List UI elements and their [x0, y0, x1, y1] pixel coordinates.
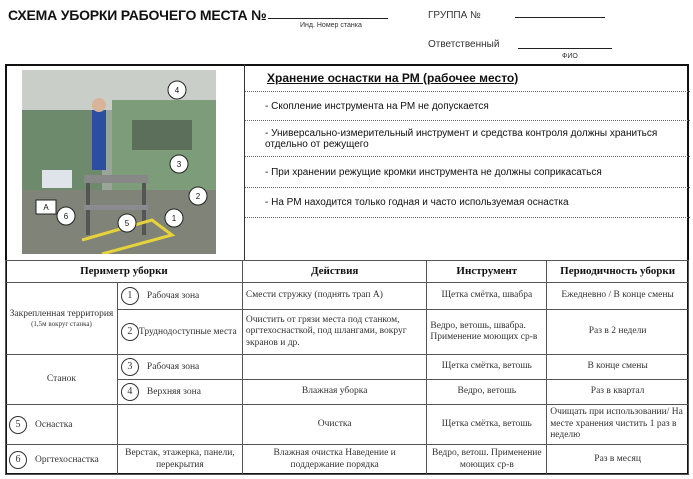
action-cell: Очистить от грязи места под станком, оргтехоснасткой, под шлангами, вокруг экранов и др.	[242, 310, 427, 355]
group-line	[515, 17, 605, 18]
machine-number-caption: Инд. Номер станка	[300, 22, 362, 29]
territory-note: (1,5м вокруг станка)	[31, 320, 92, 328]
action-cell	[242, 355, 427, 380]
action-cell: Очистка	[242, 405, 427, 445]
header-period: Периодичность уборки	[547, 261, 689, 283]
zone-label: Рабочая зона	[146, 362, 200, 373]
workplace-photo	[22, 70, 216, 254]
header-tool: Инструмент	[427, 261, 547, 283]
callout-2: 2	[195, 192, 201, 201]
machine-number-line	[268, 18, 388, 19]
storage-rule: - При хранении режущие кромки инструмента не должны соприкасаться	[245, 157, 690, 188]
period-cell: В конце смены	[547, 355, 689, 380]
territory-cell	[6, 283, 118, 355]
fio-caption: ФИО	[562, 53, 578, 60]
zone-number-badge: 6	[9, 451, 27, 469]
storage-rule: - Универсально-измерительный инструмент и средства контроля должны храниться отдельно от режущего	[245, 121, 690, 157]
zone-number-badge: 5	[9, 416, 27, 434]
territory-name: Закрепленная территория	[9, 308, 114, 319]
period-cell: Раз в месяц	[547, 445, 689, 475]
tool-cell: Ведро, ветош. Применение моющих ср-в	[427, 445, 547, 475]
table-row	[6, 445, 689, 475]
storage-panel	[244, 64, 689, 260]
tool-cell: Щетка смётка, ветошь	[427, 355, 547, 380]
zone-label: Рабочая зона	[146, 291, 200, 302]
action-cell: Смести стружку (поднять трап А)	[242, 283, 427, 310]
group-label: ГРУППА №	[428, 10, 481, 21]
zone-detail-cell: Верстак, этажерка, панели, перекрытия	[117, 445, 242, 475]
period-cell: Очищать при использовании/ На месте хранения чистить 1 раз в неделю	[547, 405, 689, 445]
zone-label: Оснастка	[35, 419, 73, 430]
tool-cell: Щетка смётка, ветошь	[427, 405, 547, 445]
zone-number-badge: 2	[121, 323, 139, 341]
cleaning-table	[5, 260, 689, 475]
header-actions: Действия	[242, 261, 427, 283]
callout-5: 5	[124, 219, 130, 228]
zone-label: Оргтехоснастка	[35, 454, 99, 465]
period-cell: Раз в квартал	[547, 380, 689, 405]
machine-cell: Станок	[6, 355, 118, 405]
zone-number-badge: 3	[121, 358, 139, 376]
callout-1: 1	[171, 214, 177, 223]
storage-title: Хранение оснастки на РМ (рабочее место)	[245, 64, 690, 92]
storage-rule: - Скопление инструмента на РМ не допускается	[245, 92, 690, 121]
zone-number-badge: 4	[121, 383, 139, 401]
tool-cell: Щетка смётка, швабра	[427, 283, 547, 310]
zone-label: Верхняя зона	[146, 387, 201, 398]
responsible-line	[518, 48, 612, 49]
storage-rule: - На РМ находится только годная и часто используемая оснастка	[245, 188, 690, 218]
callout-a: A	[43, 203, 49, 212]
table-row	[6, 283, 689, 310]
callout-4: 4	[174, 86, 180, 95]
table-row	[6, 355, 689, 380]
page-title: СХЕМА УБОРКИ РАБОЧЕГО МЕСТА №	[8, 7, 267, 23]
table-row	[6, 405, 689, 445]
header-perimeter: Периметр уборки	[6, 261, 243, 283]
period-cell: Ежедневно / В конце смены	[547, 283, 689, 310]
period-cell: Раз в 2 недели	[547, 310, 689, 355]
callout-6: 6	[63, 212, 69, 221]
tool-cell: Ведро, ветошь, швабра. Применение моющих ср-в	[427, 310, 547, 355]
action-cell: Влажная уборка	[242, 380, 427, 405]
action-cell: Влажная очистка Наведение и поддержание порядка	[242, 445, 427, 475]
responsible-label: Ответственный	[428, 39, 500, 50]
zone-number-badge: 1	[121, 287, 139, 305]
tool-cell: Ведро, ветошь	[427, 380, 547, 405]
zone-label: Труднодоступные места	[138, 327, 237, 338]
callout-3: 3	[176, 160, 182, 169]
